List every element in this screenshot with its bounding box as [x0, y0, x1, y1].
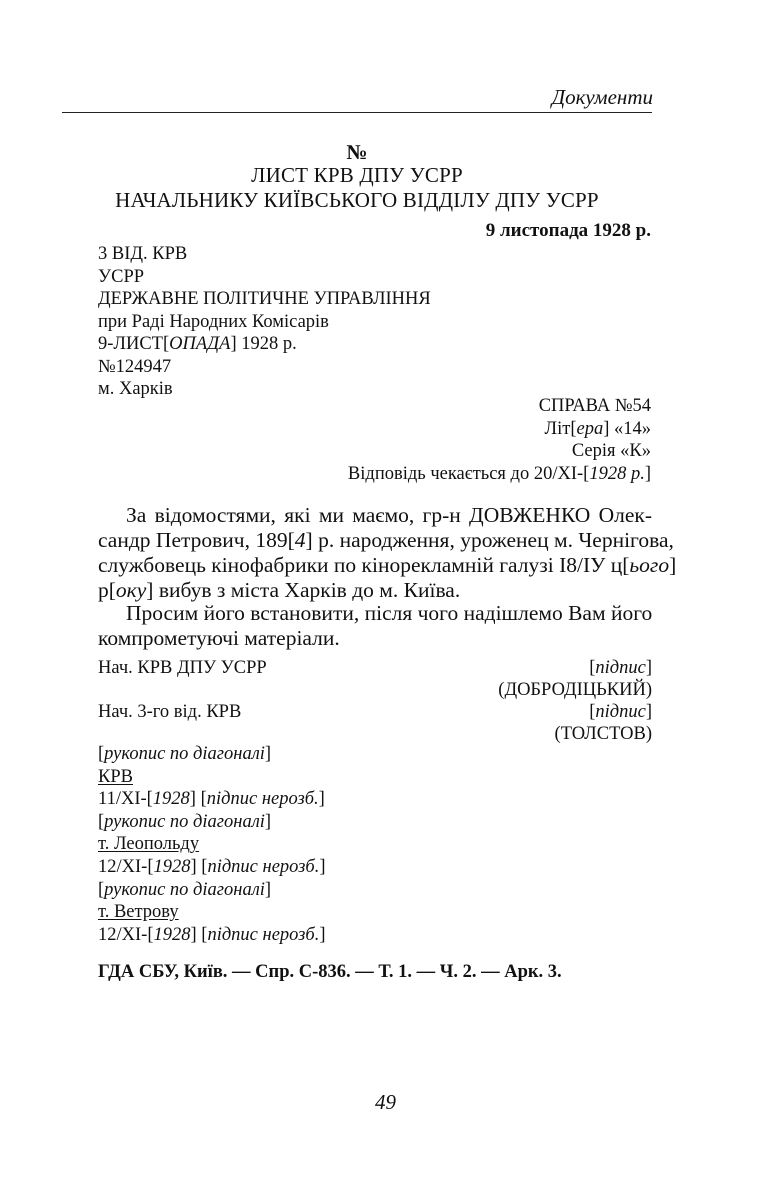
sender-line: при Раді Народних Комісарів	[98, 311, 329, 332]
paragraph-line: компрометуючі матеріали.	[98, 626, 340, 650]
italic-fragment: 1928 р.	[589, 463, 645, 484]
text-fragment: ]	[318, 789, 325, 810]
note-line	[98, 743, 326, 766]
signature-mark	[589, 702, 652, 723]
note-line	[98, 856, 326, 879]
italic-fragment: підпис	[595, 702, 646, 722]
text-fragment: Літ[	[544, 418, 577, 439]
text-fragment: ] [	[190, 856, 208, 877]
text-fragment: ] [	[190, 924, 208, 945]
archive-reference: ГДА СБУ, Київ. — Спр. С-836. — Т. 1. — Ч. 2. — Арк. 3.	[98, 962, 562, 982]
italic-fragment: рукопис по діагоналі	[104, 811, 265, 832]
text-fragment: Відповідь чекається до 20/ХІ-[	[347, 463, 590, 484]
case-line	[348, 463, 651, 486]
text-fragment: ]	[264, 811, 272, 832]
text-fragment: 12/ХІ-[	[98, 924, 154, 945]
sender-line: УСРР	[98, 266, 145, 287]
italic-fragment: 1928	[153, 924, 191, 945]
paragraph-line	[98, 553, 677, 578]
text-fragment: [	[98, 879, 105, 900]
text-fragment: [	[589, 702, 596, 722]
signature-mark	[589, 658, 652, 679]
italic-fragment: 4	[294, 528, 306, 552]
italic-fragment: ера	[576, 418, 604, 439]
case-line: Серія «К»	[571, 441, 651, 461]
case-block	[348, 395, 651, 485]
italic-fragment: ОПАДА	[169, 334, 231, 354]
text-fragment: [	[589, 658, 596, 678]
text-fragment: ]	[319, 856, 326, 877]
paragraph-line	[98, 528, 674, 553]
note-line	[98, 924, 326, 947]
text-fragment: ]	[264, 744, 272, 764]
sender-line	[98, 333, 431, 356]
text-fragment: ] р. народження, уроженец м. Чернігова,	[305, 528, 674, 552]
text-fragment: службовець кінофабрики по кінорекламній галузі І8/ІУ ц[	[98, 553, 630, 577]
number-sign: №	[346, 140, 368, 164]
paragraph-line: За відомостями, які ми маємо, гр-н ДОВЖЕНКО Олек-	[126, 503, 652, 527]
signatory-name: (ТОЛСТОВ)	[554, 724, 652, 744]
running-head: Документи	[551, 85, 653, 109]
text-fragment: сандр Петрович, 189[	[98, 528, 295, 552]
body-paragraph-1	[98, 503, 677, 603]
sender-line: 3 ВІД. КРВ	[98, 244, 188, 264]
note-addressee: т. Леопольду	[98, 834, 200, 855]
italic-fragment: рукопис по діагоналі	[104, 879, 265, 900]
text-fragment: [	[98, 811, 105, 832]
italic-fragment: 1928	[152, 789, 190, 810]
note-line	[98, 788, 326, 811]
signatory-title: Нач. 3-го від. КРВ	[98, 702, 242, 722]
sender-line: №124947	[98, 356, 172, 377]
text-fragment: ]	[319, 924, 326, 945]
text-fragment: 11/ХІ-[	[98, 789, 153, 810]
italic-fragment: ього	[629, 553, 670, 577]
handwritten-notes	[98, 743, 326, 946]
signature-row-2	[98, 702, 652, 725]
case-line: СПРАВА №54	[538, 396, 651, 416]
text-fragment: ] вибув з міста Харків до м. Київа.	[146, 578, 461, 602]
text-fragment: ]	[669, 553, 677, 577]
signatory-name-row-1	[98, 680, 652, 703]
italic-fragment: підпис нерозб.	[206, 789, 319, 810]
sender-line: м. Харків	[98, 379, 173, 399]
document-date: 9 листопада 1928 р.	[485, 220, 651, 241]
case-line	[348, 418, 651, 441]
text-fragment: 9-ЛИСТ[	[98, 334, 170, 354]
body-paragraph-2	[98, 601, 652, 651]
paragraph-line: Просим його встановити, після чого надішлемо Вам його	[126, 601, 653, 625]
document-title-line2: НАЧАЛЬНИКУ КИЇВСЬКОГО ВІДДІЛУ ДПУ УСРР	[115, 188, 599, 212]
note-line	[98, 879, 326, 902]
paragraph-line	[98, 578, 652, 603]
text-fragment: [	[98, 744, 105, 764]
text-fragment: р[	[98, 578, 116, 602]
text-fragment: ]	[645, 702, 652, 722]
sender-block	[98, 243, 431, 401]
note-addressee: т. Ветрову	[98, 902, 179, 923]
document-title-line1: ЛИСТ КРВ ДПУ УСРР	[251, 163, 463, 187]
signatory-name: (ДОБРОДІЦЬКИЙ)	[498, 680, 652, 700]
signature-row-1	[98, 658, 652, 681]
italic-fragment: підпис нерозб.	[207, 856, 320, 877]
header-rule	[62, 112, 652, 113]
signatory-title: Нач. КРВ ДПУ УСРР	[98, 658, 267, 678]
text-fragment: ] «14»	[603, 418, 651, 439]
text-fragment: ]	[644, 463, 651, 484]
note-line	[98, 811, 326, 834]
text-fragment: ] [	[189, 789, 207, 810]
text-fragment: ] 1928 р.	[230, 334, 297, 354]
italic-fragment: 1928	[153, 856, 191, 877]
sender-line: ДЕРЖАВНЕ ПОЛІТИЧНЕ УПРАВЛІННЯ	[98, 289, 431, 309]
note-addressee: КРВ	[98, 766, 133, 787]
italic-fragment: підпис	[595, 658, 646, 678]
page-number: 49	[375, 1090, 396, 1114]
italic-fragment: підпис нерозб.	[207, 924, 320, 945]
italic-fragment: рукопис по діагоналі	[104, 744, 265, 764]
text-fragment: ]	[645, 658, 652, 678]
text-fragment: 12/ХІ-[	[98, 856, 154, 877]
text-fragment: ]	[264, 879, 272, 900]
italic-fragment: оку	[115, 578, 147, 602]
